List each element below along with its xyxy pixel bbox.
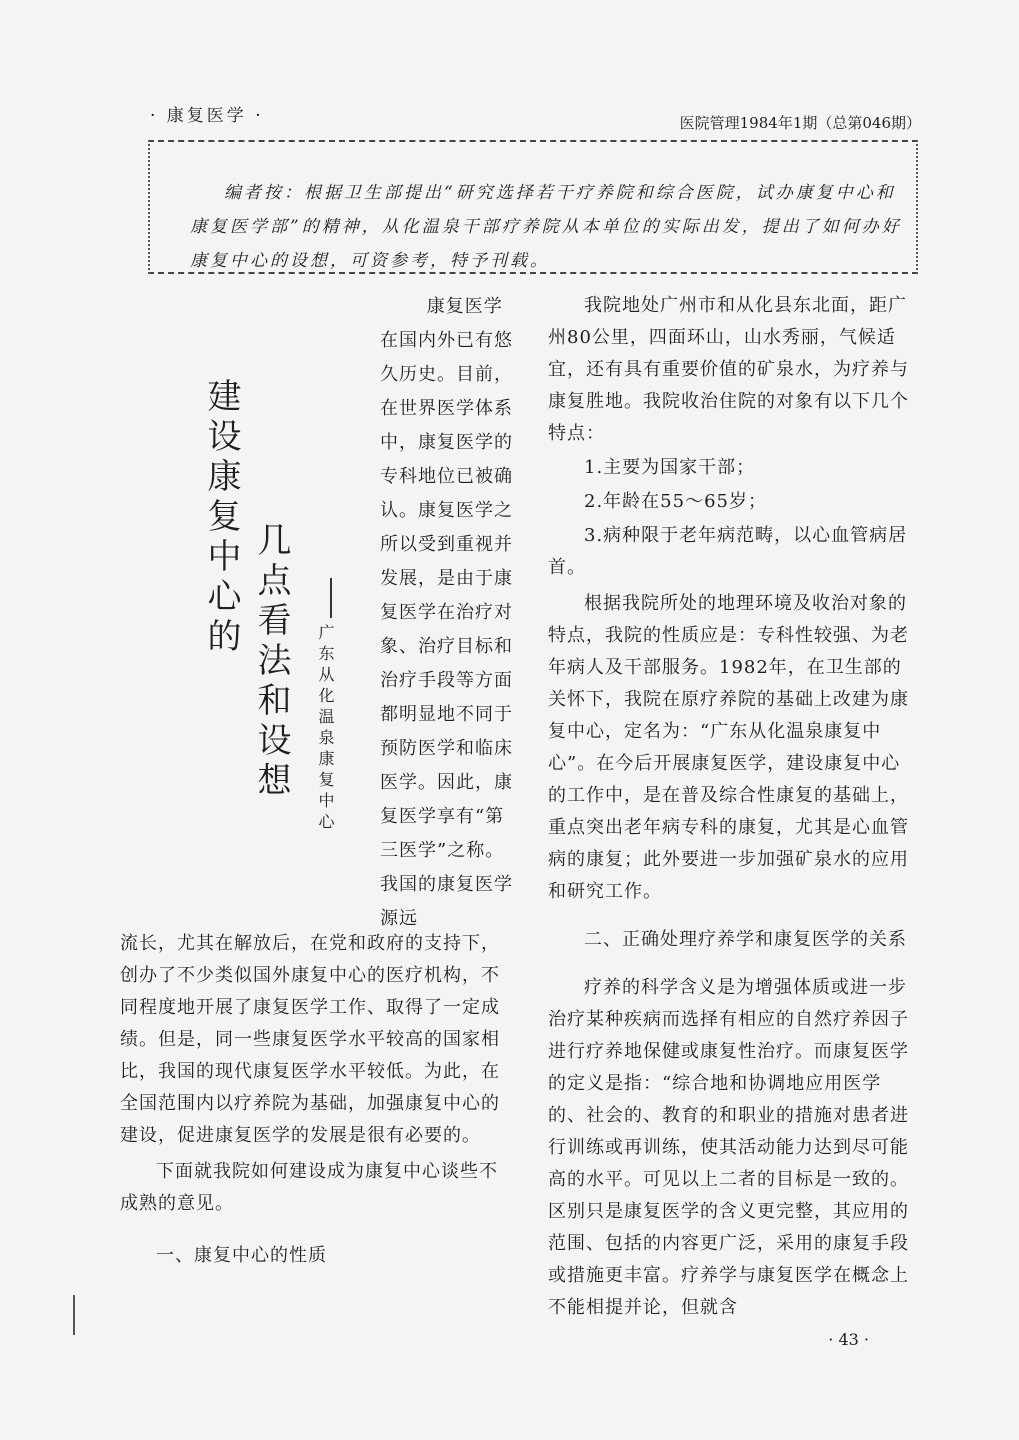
intro-narrow-column [380, 290, 520, 936]
section-heading-1: 一、康复中心的性质 [156, 1245, 327, 1266]
journal-info: 医院管理1984年1期（总第046期） [679, 114, 921, 132]
left-paragraph-1: 流长，尤其在解放后，在党和政府的支持下，创办了不少类似国外康复中心的医疗机构，不同程度地开展了康复医学工作、取得了一定成绩。但是，同一些康复医学水平较高的国家相比，我国的现代康复医学水平较低。为此，在全国范围内以疗养院为基础，加强康复中心的建设，促进康复医学的发展是很有必要的。 [120, 933, 500, 1146]
author-dash [330, 578, 332, 618]
right-paragraph-3: 疗养的科学含义是为增强体质或进一步治疗某种疾病而选择有相应的自然疗养因子进行疗养地保健或康复性治疗。而康复医学的定义是指：“综合地和协调地应用医学的、社会的、教育的和职业的措施对患者进行训练或再训练，使其活动能力达到尽可能高的水平。可见以上二者的目标是一致的。区别只是康复医学的含义更完整，其应用的范围、包括的内容更广泛，采用的康复手段或措施更丰富。疗养学与康复医学在概念上不能相提并论，但就含 [548, 977, 909, 1318]
left-column-body [120, 928, 500, 1272]
section-heading-2: 二、正确处理疗养学和康复医学的关系 [584, 929, 907, 950]
list-item: 2.年龄在55～65岁； [584, 491, 767, 512]
author-affiliation: 广东从化温泉康复中心 [316, 624, 335, 834]
margin-mark [73, 1295, 75, 1335]
list-item: 1.主要为国家干部； [584, 457, 756, 478]
title-line-2: 几点看法和设想 [251, 522, 291, 802]
list-item: 3.病种限于老年病范畴，以心血管病居首。 [548, 525, 908, 578]
intro-paragraph: 康复医学在国内外已有悠久历史。目前，在世界医学体系中，康复医学的专科地位已被确认。康复医学之所以受到重视并发展，是由于康复医学在治疗对象、治疗目标和治疗手段等方面都明显地不同于预防医学和临床医学。因此，康复医学享有“第三医学”之称。我国的康复医学源远 [380, 296, 513, 929]
title-line-1: 建设康复中心的 [201, 378, 241, 658]
editor-note-text: 编者按：根据卫生部提出“研究选择若干疗养院和综合医院，试办康复中心和康复医学部”的精神，从化温泉干部疗养院从本单位的实际出发，提出了如何办好康复中心的设想，可资参考，特予刊载。 [190, 183, 902, 271]
right-column-body [548, 290, 918, 1324]
section-label: · 康复医学 · [150, 106, 264, 126]
editor-note-box [148, 140, 918, 274]
page-number: · 43 · [828, 1330, 869, 1349]
left-paragraph-2: 下面就我院如何建设成为康复中心谈些不成熟的意见。 [120, 1161, 498, 1214]
right-paragraph-2: 根据我院所处的地理环境及收治对象的特点，我院的性质应是：专科性较强、为老年病人及干部服务。1982年，在卫生部的关怀下，我院在原疗养院的基础上改建为康复中心，定名为：“广东从化温泉康复中心”。在今后开展康复医学，建设康复中心的工作中，是在普及综合性康复的基础上，重点突出老年病专科的康复，尤其是心血管病的康复；此外要进一步加强矿泉水的应用和研究工作。 [548, 593, 909, 902]
right-intro-paragraph: 我院地处广州市和从化县东北面，距广州80公里，四面环山，山水秀丽，气候适宜，还有具有重要价值的矿泉水，为疗养与康复胜地。我院收治住院的对象有以下几个特点： [548, 295, 909, 444]
